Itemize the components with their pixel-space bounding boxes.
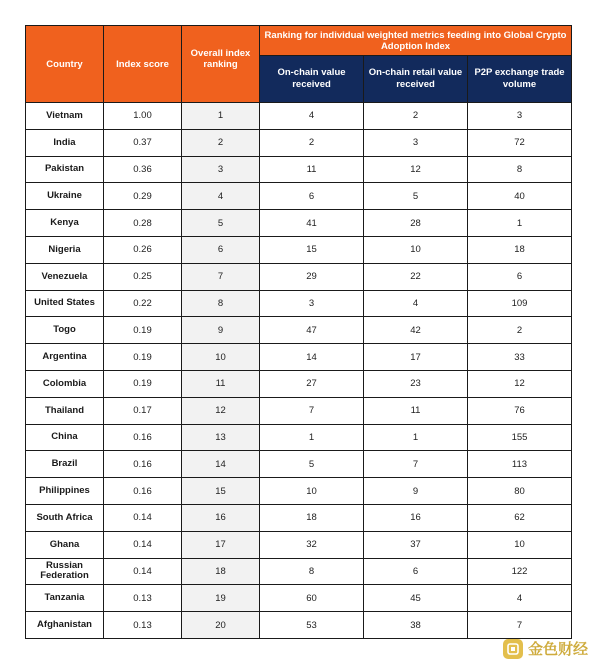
cell-p2p-volume-rank: 76 <box>468 397 572 424</box>
cell-country: China <box>26 424 104 451</box>
table-row <box>26 531 572 558</box>
cell-onchain-value-rank: 1 <box>260 424 364 451</box>
cell-index-score: 0.16 <box>104 451 182 478</box>
cell-index-score: 0.16 <box>104 424 182 451</box>
table-row <box>26 317 572 344</box>
cell-index-score: 0.16 <box>104 478 182 505</box>
cell-onchain-retail-rank: 17 <box>364 344 468 371</box>
table-row <box>26 290 572 317</box>
cell-p2p-volume-rank: 3 <box>468 103 572 130</box>
cell-onchain-value-rank: 60 <box>260 585 364 612</box>
cell-country: Tanzania <box>26 585 104 612</box>
table-row <box>26 370 572 397</box>
header-metrics-group: Ranking for individual weighted metrics feeding into Global Crypto Adoption Index <box>260 26 572 56</box>
cell-p2p-volume-rank: 1 <box>468 210 572 237</box>
table-row <box>26 478 572 505</box>
cell-onchain-value-rank: 29 <box>260 263 364 290</box>
cell-index-score: 0.13 <box>104 612 182 639</box>
table-row <box>26 612 572 639</box>
cell-country: Vietnam <box>26 103 104 130</box>
cell-index-score: 0.19 <box>104 317 182 344</box>
cell-index-score: 0.14 <box>104 558 182 585</box>
cell-onchain-value-rank: 7 <box>260 397 364 424</box>
table-row <box>26 451 572 478</box>
header-onchain-retail: On-chain retail value received <box>364 56 468 103</box>
cell-overall-rank: 17 <box>182 531 260 558</box>
cell-overall-rank: 8 <box>182 290 260 317</box>
cell-onchain-value-rank: 18 <box>260 504 364 531</box>
cell-onchain-retail-rank: 7 <box>364 451 468 478</box>
cell-index-score: 0.37 <box>104 129 182 156</box>
cell-onchain-value-rank: 32 <box>260 531 364 558</box>
cell-index-score: 0.19 <box>104 370 182 397</box>
cell-onchain-value-rank: 2 <box>260 129 364 156</box>
watermark <box>503 638 588 659</box>
table-row <box>26 103 572 130</box>
cell-p2p-volume-rank: 10 <box>468 531 572 558</box>
cell-overall-rank: 12 <box>182 397 260 424</box>
cell-country: Russian Federation <box>26 558 104 585</box>
cell-index-score: 0.25 <box>104 263 182 290</box>
cell-index-score: 0.17 <box>104 397 182 424</box>
cell-onchain-retail-rank: 37 <box>364 531 468 558</box>
table-row <box>26 263 572 290</box>
cell-p2p-volume-rank: 80 <box>468 478 572 505</box>
cell-p2p-volume-rank: 155 <box>468 424 572 451</box>
cell-index-score: 0.28 <box>104 210 182 237</box>
cell-p2p-volume-rank: 4 <box>468 585 572 612</box>
table-row <box>26 156 572 183</box>
cell-country: South Africa <box>26 504 104 531</box>
cell-country: United States <box>26 290 104 317</box>
cell-country: Ukraine <box>26 183 104 210</box>
cell-index-score: 0.36 <box>104 156 182 183</box>
cell-overall-rank: 15 <box>182 478 260 505</box>
cell-overall-rank: 16 <box>182 504 260 531</box>
cell-country: India <box>26 129 104 156</box>
cell-p2p-volume-rank: 8 <box>468 156 572 183</box>
cell-onchain-value-rank: 53 <box>260 612 364 639</box>
header-onchain-value: On-chain value received <box>260 56 364 103</box>
cell-country: Colombia <box>26 370 104 397</box>
cell-onchain-retail-rank: 45 <box>364 585 468 612</box>
cell-p2p-volume-rank: 113 <box>468 451 572 478</box>
cell-onchain-value-rank: 3 <box>260 290 364 317</box>
jinse-logo-icon <box>503 639 523 659</box>
cell-onchain-retail-rank: 38 <box>364 612 468 639</box>
cell-overall-rank: 14 <box>182 451 260 478</box>
cell-onchain-value-rank: 14 <box>260 344 364 371</box>
cell-overall-rank: 10 <box>182 344 260 371</box>
cell-country: Venezuela <box>26 263 104 290</box>
header-overall-ranking: Overall index ranking <box>182 26 260 103</box>
cell-onchain-value-rank: 41 <box>260 210 364 237</box>
cell-overall-rank: 1 <box>182 103 260 130</box>
cell-p2p-volume-rank: 18 <box>468 236 572 263</box>
cell-overall-rank: 3 <box>182 156 260 183</box>
cell-p2p-volume-rank: 2 <box>468 317 572 344</box>
cell-country: Togo <box>26 317 104 344</box>
cell-p2p-volume-rank: 40 <box>468 183 572 210</box>
table-row <box>26 424 572 451</box>
cell-onchain-value-rank: 47 <box>260 317 364 344</box>
crypto-adoption-table <box>25 25 572 639</box>
table-body <box>26 103 572 639</box>
cell-onchain-value-rank: 4 <box>260 103 364 130</box>
cell-onchain-value-rank: 11 <box>260 156 364 183</box>
cell-country: Thailand <box>26 397 104 424</box>
table-row <box>26 129 572 156</box>
cell-overall-rank: 7 <box>182 263 260 290</box>
cell-country: Nigeria <box>26 236 104 263</box>
cell-country: Philippines <box>26 478 104 505</box>
cell-country: Pakistan <box>26 156 104 183</box>
cell-onchain-value-rank: 10 <box>260 478 364 505</box>
cell-onchain-value-rank: 6 <box>260 183 364 210</box>
watermark-text: 金色财经 <box>527 640 588 658</box>
cell-onchain-retail-rank: 11 <box>364 397 468 424</box>
cell-overall-rank: 9 <box>182 317 260 344</box>
cell-onchain-retail-rank: 22 <box>364 263 468 290</box>
table-row <box>26 344 572 371</box>
cell-index-score: 0.13 <box>104 585 182 612</box>
cell-onchain-retail-rank: 28 <box>364 210 468 237</box>
cell-index-score: 0.14 <box>104 531 182 558</box>
cell-p2p-volume-rank: 62 <box>468 504 572 531</box>
cell-onchain-retail-rank: 4 <box>364 290 468 317</box>
table-row <box>26 397 572 424</box>
cell-index-score: 0.14 <box>104 504 182 531</box>
table-row <box>26 210 572 237</box>
table-row <box>26 504 572 531</box>
cell-overall-rank: 5 <box>182 210 260 237</box>
cell-p2p-volume-rank: 12 <box>468 370 572 397</box>
cell-onchain-retail-rank: 23 <box>364 370 468 397</box>
cell-overall-rank: 13 <box>182 424 260 451</box>
cell-onchain-retail-rank: 2 <box>364 103 468 130</box>
cell-overall-rank: 2 <box>182 129 260 156</box>
cell-country: Afghanistan <box>26 612 104 639</box>
cell-overall-rank: 6 <box>182 236 260 263</box>
cell-p2p-volume-rank: 122 <box>468 558 572 585</box>
cell-index-score: 0.29 <box>104 183 182 210</box>
cell-p2p-volume-rank: 109 <box>468 290 572 317</box>
header-p2p-volume: P2P exchange trade volume <box>468 56 572 103</box>
cell-overall-rank: 11 <box>182 370 260 397</box>
table-row <box>26 585 572 612</box>
cell-index-score: 0.19 <box>104 344 182 371</box>
table-row <box>26 236 572 263</box>
header-index-score: Index score <box>104 26 182 103</box>
cell-overall-rank: 18 <box>182 558 260 585</box>
cell-onchain-retail-rank: 3 <box>364 129 468 156</box>
table-row <box>26 183 572 210</box>
cell-p2p-volume-rank: 33 <box>468 344 572 371</box>
cell-p2p-volume-rank: 6 <box>468 263 572 290</box>
cell-index-score: 0.22 <box>104 290 182 317</box>
cell-onchain-value-rank: 15 <box>260 236 364 263</box>
cell-onchain-retail-rank: 16 <box>364 504 468 531</box>
cell-onchain-retail-rank: 10 <box>364 236 468 263</box>
cell-onchain-value-rank: 5 <box>260 451 364 478</box>
cell-country: Kenya <box>26 210 104 237</box>
table-row <box>26 558 572 585</box>
cell-index-score: 1.00 <box>104 103 182 130</box>
cell-overall-rank: 19 <box>182 585 260 612</box>
cell-onchain-retail-rank: 5 <box>364 183 468 210</box>
cell-p2p-volume-rank: 7 <box>468 612 572 639</box>
cell-country: Argentina <box>26 344 104 371</box>
cell-onchain-value-rank: 8 <box>260 558 364 585</box>
header-country: Country <box>26 26 104 103</box>
cell-overall-rank: 20 <box>182 612 260 639</box>
cell-country: Brazil <box>26 451 104 478</box>
cell-onchain-retail-rank: 42 <box>364 317 468 344</box>
cell-onchain-value-rank: 27 <box>260 370 364 397</box>
cell-index-score: 0.26 <box>104 236 182 263</box>
cell-onchain-retail-rank: 1 <box>364 424 468 451</box>
cell-p2p-volume-rank: 72 <box>468 129 572 156</box>
cell-onchain-retail-rank: 9 <box>364 478 468 505</box>
cell-overall-rank: 4 <box>182 183 260 210</box>
cell-country: Ghana <box>26 531 104 558</box>
cell-onchain-retail-rank: 6 <box>364 558 468 585</box>
cell-onchain-retail-rank: 12 <box>364 156 468 183</box>
